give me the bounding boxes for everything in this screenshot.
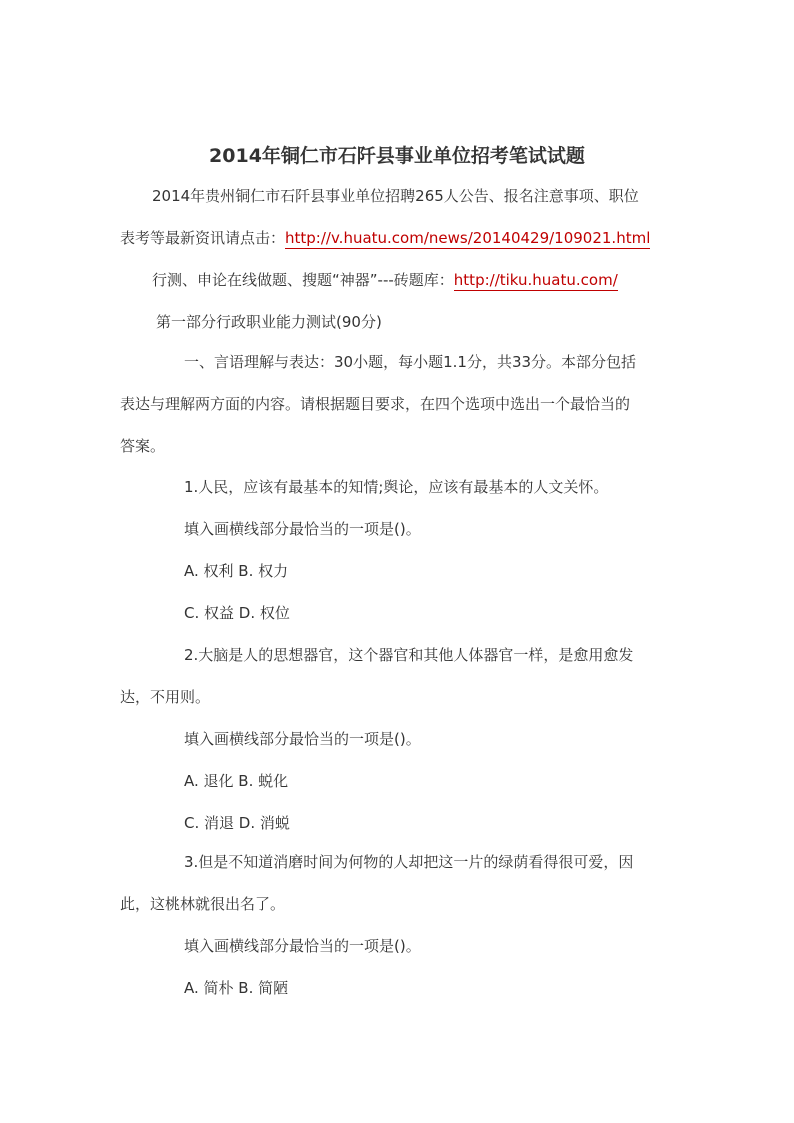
part-intro-line-1: 一、言语理解与表达：30小题，每小题1.1分，共33分。本部分包括: [184, 353, 637, 371]
tiku-link[interactable]: http://tiku.huatu.com/: [453, 271, 618, 289]
intro-line-3-text: 行测、申论在线做题、搜题“神器”---砖题库：: [152, 271, 454, 289]
question-prompt: 填入画横线部分最恰当的一项是()。: [184, 730, 421, 748]
question-3: [120, 841, 672, 1009]
intro-line-2: [120, 217, 672, 259]
part-intro-line-3: 答案。: [120, 437, 166, 455]
question-options-row-1: A. 简朴 B. 简陋: [184, 979, 289, 997]
question-stem: 2.大脑是人的思想器官，这个器官和其他人体器官一样，是愈用愈发: [184, 646, 634, 664]
intro-paragraph: [120, 175, 672, 301]
question-prompt: 填入画横线部分最恰当的一项是()。: [184, 520, 421, 538]
part-intro-line-2: 表达与理解两方面的内容。请根据题目要求，在四个选项中选出一个最恰当的: [120, 395, 631, 413]
question-options-row-1: A. 权利 B. 权力: [184, 562, 289, 580]
news-link[interactable]: http://v.huatu.com/news/20140429/109021.html: [285, 229, 651, 247]
question-stem-continued: 此，这桃林就很出名了。: [120, 895, 286, 913]
question-stem-continued: 达，不用则。: [120, 688, 211, 706]
intro-line-1: 2014年贵州铜仁市石阡县事业单位招聘265人公告、报名注意事项、职位: [152, 187, 639, 205]
intro-line-3: [120, 259, 672, 301]
question-stem: 3.但是不知道消磨时间为何物的人却把这一片的绿荫看得很可爱，因: [184, 853, 634, 871]
part-intro-paragraph: [120, 341, 672, 467]
question-prompt: 填入画横线部分最恰当的一项是()。: [184, 937, 421, 955]
question-1: [120, 466, 672, 634]
section-heading-block: [120, 301, 672, 343]
question-stem: 1.人民，应该有最基本的知情;舆论，应该有最基本的人文关怀。: [184, 478, 609, 496]
question-options-row-2: C. 消退 D. 消蜕: [184, 814, 290, 832]
question-options-row-1: A. 退化 B. 蜕化: [184, 772, 289, 790]
question-options-row-2: C. 权益 D. 权位: [184, 604, 290, 622]
section-heading: 第一部分行政职业能力测试(90分): [156, 313, 382, 331]
intro-line-2-text: 表考等最新资讯请点击：: [120, 229, 286, 247]
question-2: [120, 634, 672, 844]
document-title: 2014年铜仁市石阡县事业单位招考笔试试题: [209, 145, 585, 167]
